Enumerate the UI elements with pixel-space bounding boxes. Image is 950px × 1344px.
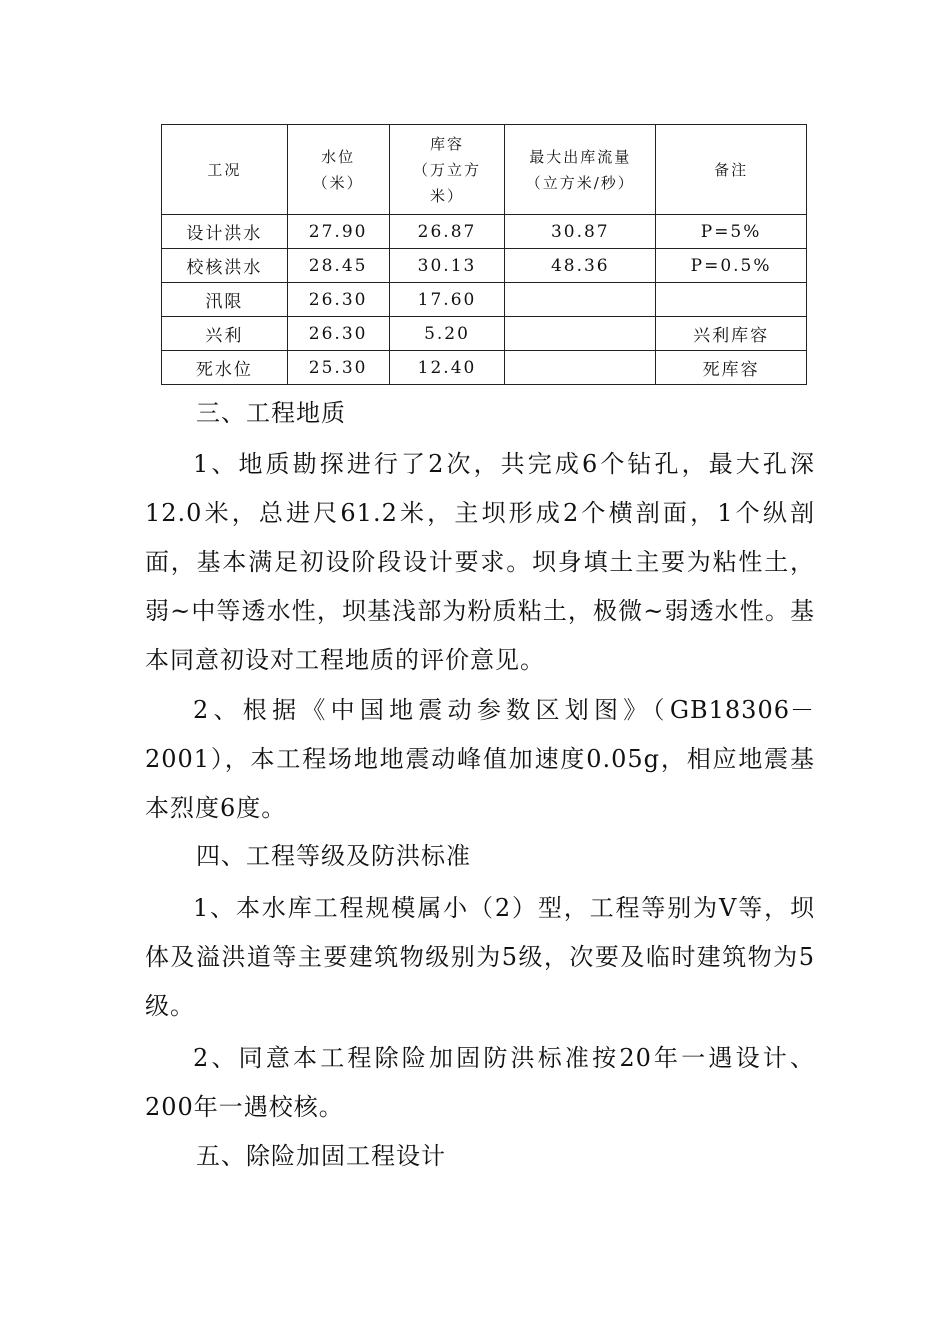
table-row [162, 283, 807, 317]
table-cell: 汛限 [162, 283, 288, 317]
header-line: （米） [312, 173, 364, 192]
table-cell: 26.30 [287, 317, 389, 351]
table-cell [505, 283, 656, 317]
table-cell: 48.36 [505, 249, 656, 283]
table-row [162, 351, 807, 385]
section-heading-grade-standard: 四、工程等级及防洪标准 [196, 842, 471, 870]
table-cell [505, 351, 656, 385]
table-header-row [162, 125, 807, 215]
table-cell: 26.30 [287, 283, 389, 317]
paragraph-geology-survey: 1、地质勘探进行了2次，共完成6个钻孔，最大孔深12.0米，总进尺61.2米，主坝形成2个横剖面，1个纵剖面，基本满足初设阶段设计要求。坝身填土主要为粘性土，弱~中等透水性，坝基浅部为粉质粘土，极微~弱透水性。基本同意初设对工程地质的评价意见。 [145, 450, 815, 674]
header-storage [389, 125, 505, 215]
reservoir-characteristics-table [161, 124, 807, 385]
table-cell: 12.40 [389, 351, 505, 385]
header-line: （万立方 [412, 160, 481, 179]
table-row [162, 215, 807, 249]
table-cell: 5.20 [389, 317, 505, 351]
table-cell: 30.13 [389, 249, 505, 283]
header-line: 最大出库流量 [529, 147, 632, 166]
table-cell: 17.60 [389, 283, 505, 317]
table-cell: P=0.5% [656, 249, 807, 283]
table-cell: 兴利 [162, 317, 288, 351]
header-line: 水位 [321, 147, 356, 166]
table-cell: 兴利库容 [656, 317, 807, 351]
section-heading-geology: 三、工程地质 [196, 399, 346, 427]
table-row [162, 317, 807, 351]
table-cell: 死水位 [162, 351, 288, 385]
header-water-level [287, 125, 389, 215]
header-line: 库容 [429, 134, 464, 153]
header-condition: 工况 [162, 125, 288, 215]
table-cell: 设计洪水 [162, 215, 288, 249]
table-cell: P=5% [656, 215, 807, 249]
section-heading-reinforcement-design: 五、除险加固工程设计 [196, 1142, 446, 1170]
table-cell: 25.30 [287, 351, 389, 385]
paragraph-flood-standard: 2、同意本工程除险加固防洪标准按20年一遇设计、200年一遇校核。 [145, 1044, 815, 1121]
table-cell: 30.87 [505, 215, 656, 249]
table-cell: 27.90 [287, 215, 389, 249]
paragraph-project-grade: 1、本水库工程规模属小（2）型，工程等别为Ⅴ等，坝体及溢洪道等主要建筑物级别为5级，次要及临时建筑物为5级。 [145, 894, 815, 1020]
table-cell [656, 283, 807, 317]
table-cell: 校核洪水 [162, 249, 288, 283]
table-cell: 死库容 [656, 351, 807, 385]
header-max-outflow [505, 125, 656, 215]
table-cell [505, 317, 656, 351]
header-line: （立方米/秒） [525, 173, 635, 192]
header-line: 米） [429, 186, 464, 205]
header-remarks: 备注 [656, 125, 807, 215]
paragraph-seismic: 2、根据《中国地震动参数区划图》（GB18306－2001），本工程场地地震动峰值加速度0.05g，相应地震基本烈度6度。 [145, 696, 815, 822]
table-cell: 26.87 [389, 215, 505, 249]
table-row [162, 249, 807, 283]
table-cell: 28.45 [287, 249, 389, 283]
